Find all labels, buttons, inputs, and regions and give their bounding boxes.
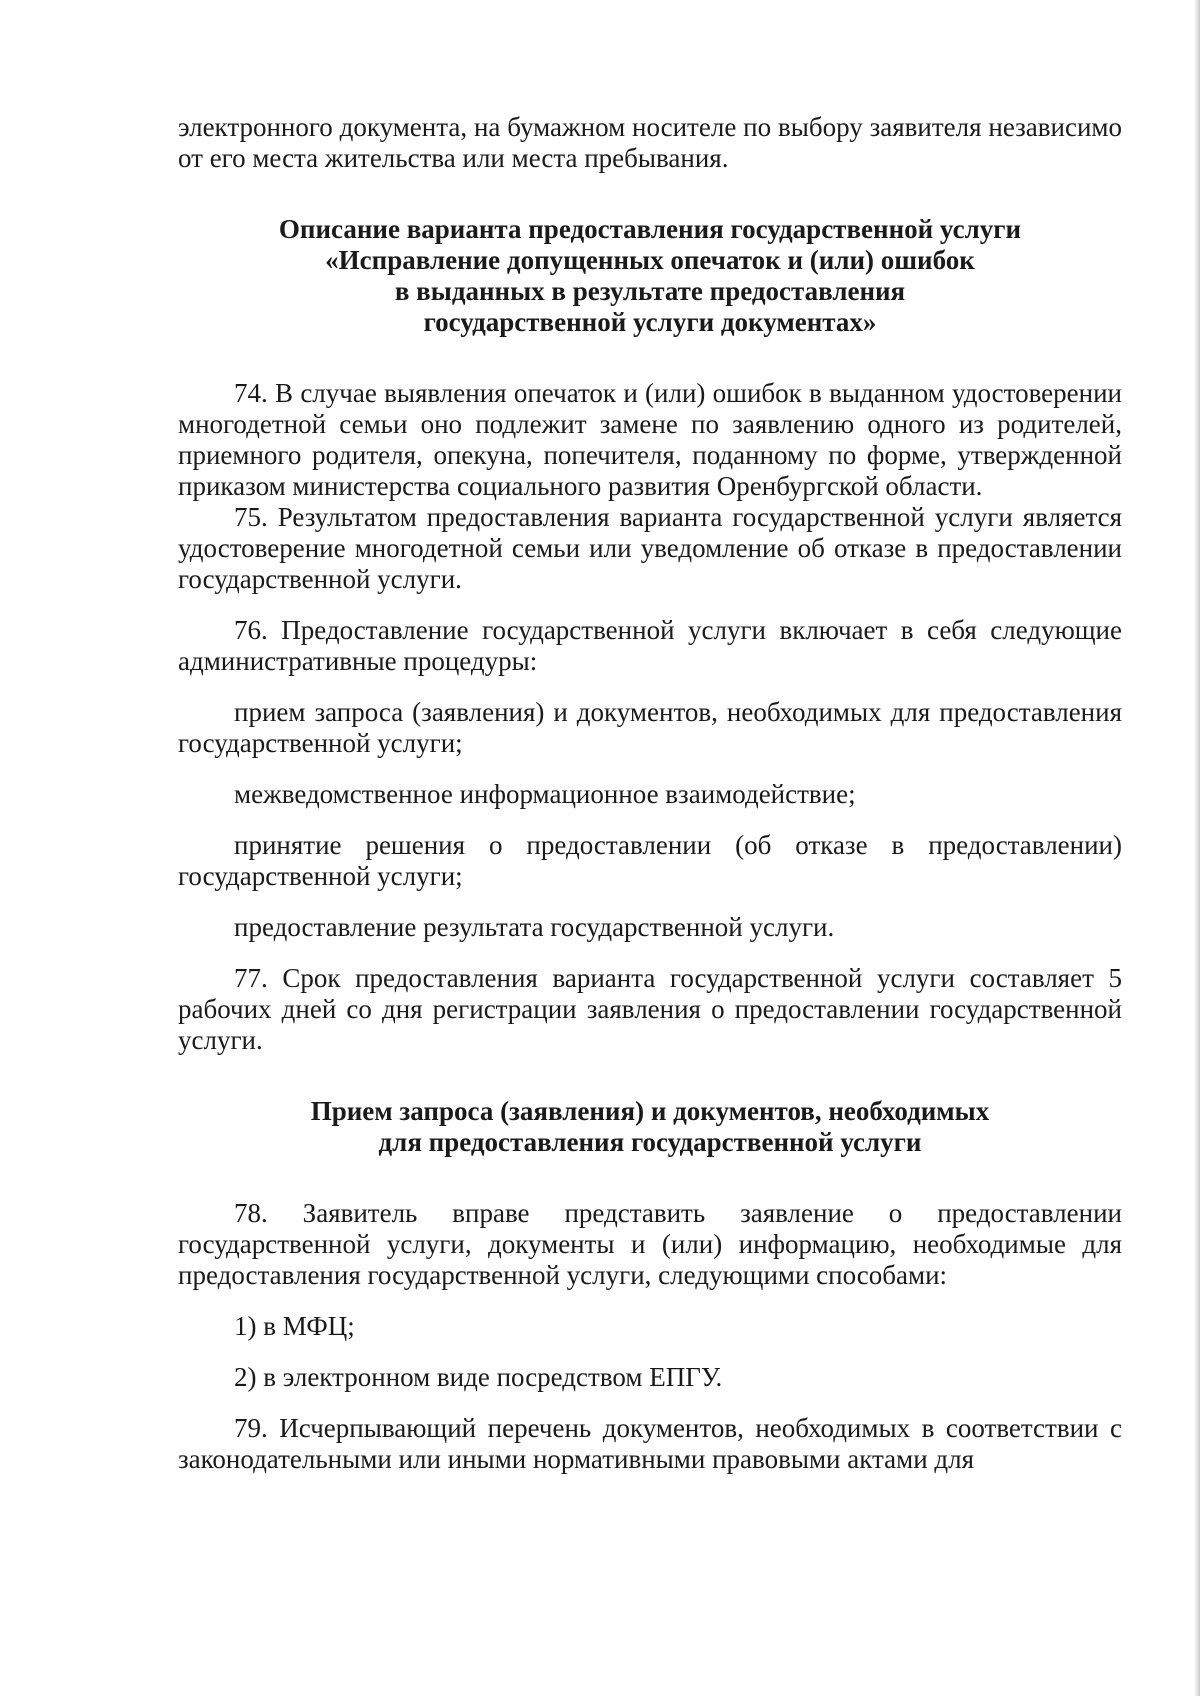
section-heading-variant: [178, 214, 1122, 338]
heading-line: в выданных в результате предоставления: [394, 276, 906, 306]
method-item: 1) в МФЦ;: [234, 1311, 355, 1341]
paragraph-74: 74. В случае выявления опечаток и (или) ошибок в выданном удостоверении многодетной семьи оно подлежит замене по заявлению одного из родителей, приемного родителя, опекуна, попечителя, поданному по форме, утвержденной приказом министерства социального развития Оренбургской области.: [178, 378, 1122, 501]
section-heading-request: [178, 1096, 1122, 1158]
paragraph-79: 79. Исчерпывающий перечень документов, необходимых в соответствии с законодательными или иными нормативными правовыми актами для: [178, 1413, 1122, 1474]
intro-paragraph: электронного документа, на бумажном носителе по выбору заявителя независимо от его места жительства или места пребывания.: [178, 112, 1122, 173]
paragraph-78: 78. Заявитель вправе представить заявление о предоставлении государственной услуги, документы и (или) информацию, необходимые для предоставления государственной услуги, следующими способами:: [178, 1198, 1122, 1290]
heading-line: государственной услуги документах»: [423, 307, 877, 337]
procedure-item: прием запроса (заявления) и документов, необходимых для предоставления государственной услуги;: [178, 697, 1122, 758]
paragraph-76: 76. Предоставление государственной услуги включает в себя следующие административные процедуры:: [178, 615, 1122, 676]
procedure-item: предоставление результата государственной услуги.: [234, 912, 835, 942]
heading-line: Прием запроса (заявления) и документов, необходимых: [310, 1096, 990, 1126]
paragraph-75: 75. Результатом предоставления варианта государственной услуги является удостоверение многодетной семьи или уведомление об отказе в предоставлении государственной услуги.: [178, 502, 1122, 594]
heading-line: для предоставления государственной услуги: [378, 1127, 922, 1157]
procedure-item: межведомственное информационное взаимодействие;: [234, 779, 856, 809]
paragraph-77: 77. Срок предоставления варианта государственной услуги составляет 5 рабочих дней со дня регистрации заявления о предоставлении государственной услуги.: [178, 963, 1122, 1055]
procedure-item: принятие решения о предоставлении (об отказе в предоставлении) государственной услуги;: [178, 830, 1122, 891]
document-body: [178, 112, 1122, 1475]
heading-line: Описание варианта предоставления государственной услуги: [278, 214, 1022, 244]
heading-line: «Исправление допущенных опечаток и (или) ошибок: [325, 245, 975, 275]
method-item: 2) в электронном виде посредством ЕПГУ.: [234, 1362, 723, 1392]
scan-edge-shadow: [1194, 0, 1200, 1696]
